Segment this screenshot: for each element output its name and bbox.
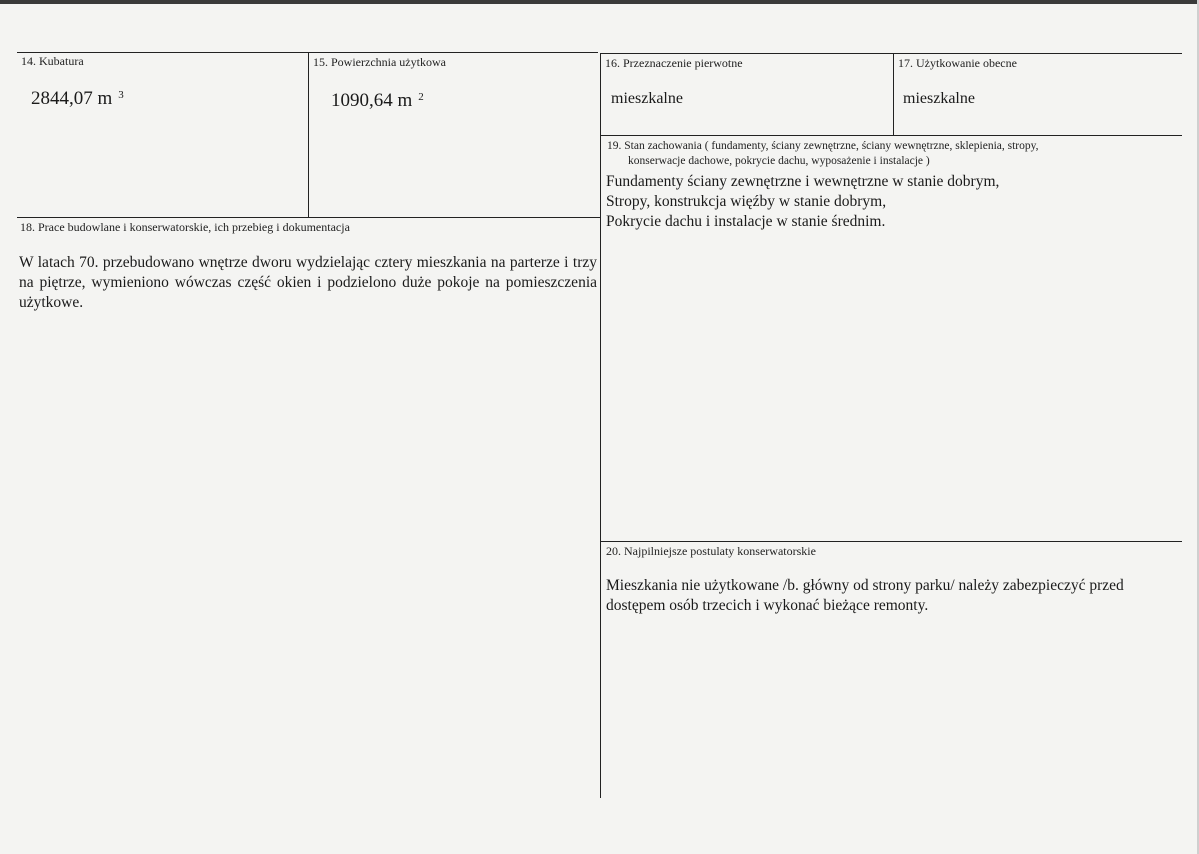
divider-16-17 [893,53,894,136]
rule-above-19 [600,135,1182,136]
field-14-number: 2844,07 m [31,88,113,109]
field-16-label: 16. Przeznaczenie pierwotne [605,56,743,70]
field-15-number: 1090,64 m [331,90,413,111]
page-edge-shadow [0,0,1199,4]
top-rule-right [600,53,1182,54]
field-14-unit-exponent: 3 [118,89,124,101]
field-15-unit-exponent: 2 [418,91,424,103]
field-17-label: 17. Użytkowanie obecne [898,56,1017,70]
field-19-line: Stropy, konstrukcja więźby w stanie dobrym, [606,193,887,210]
rule-above-20 [600,541,1182,542]
field-17-value: mieszkalne [903,90,975,107]
field-15-label: 15. Powierzchnia użytkowa [313,55,446,69]
field-19-line: Fundamenty ściany zewnętrzne i wewnętrzne w stanie dobrym, [606,173,1000,190]
field-19-line: Pokrycie dachu i instalacje w stanie średnim. [606,213,886,230]
field-19-text [606,172,999,232]
field-14-value [31,88,124,110]
field-18-label: 18. Prace budowlane i konserwatorskie, ich przebieg i dokumentacja [20,220,350,234]
field-19-label-line-2: konserwacje dachowe, pokrycie dachu, wyposażenie i instalacje ) [628,155,930,167]
field-14-label: 14. Kubatura [21,54,84,68]
field-16-value: mieszkalne [611,90,683,107]
divider-left-right [600,53,601,798]
field-18-text: W latach 70. przebudowano wnętrze dworu wydzielając cztery mieszkania na parterze i trzy na piętrze, wymieniono wówczas część okien i podzielono duże pokoje na pomieszczenia użytkowe. [19,254,597,311]
field-20-line: Mieszkania nie użytkowane /b. główny od strony parku/ należy zabezpieczyć przed [606,577,1124,594]
field-20-text [606,576,1124,616]
rule-above-18 [17,217,600,218]
field-19-label-line-1: 19. Stan zachowania ( fundamenty, ściany zewnętrzne, ściany wewnętrzne, sklepienia, stropy, [607,140,1039,152]
field-15-value [331,90,424,112]
field-20-label: 20. Najpilniejsze postulaty konserwatorskie [606,544,816,558]
divider-14-15 [308,52,309,218]
field-20-line: dostępem osób trzecich i wykonać bieżące remonty. [606,597,929,614]
